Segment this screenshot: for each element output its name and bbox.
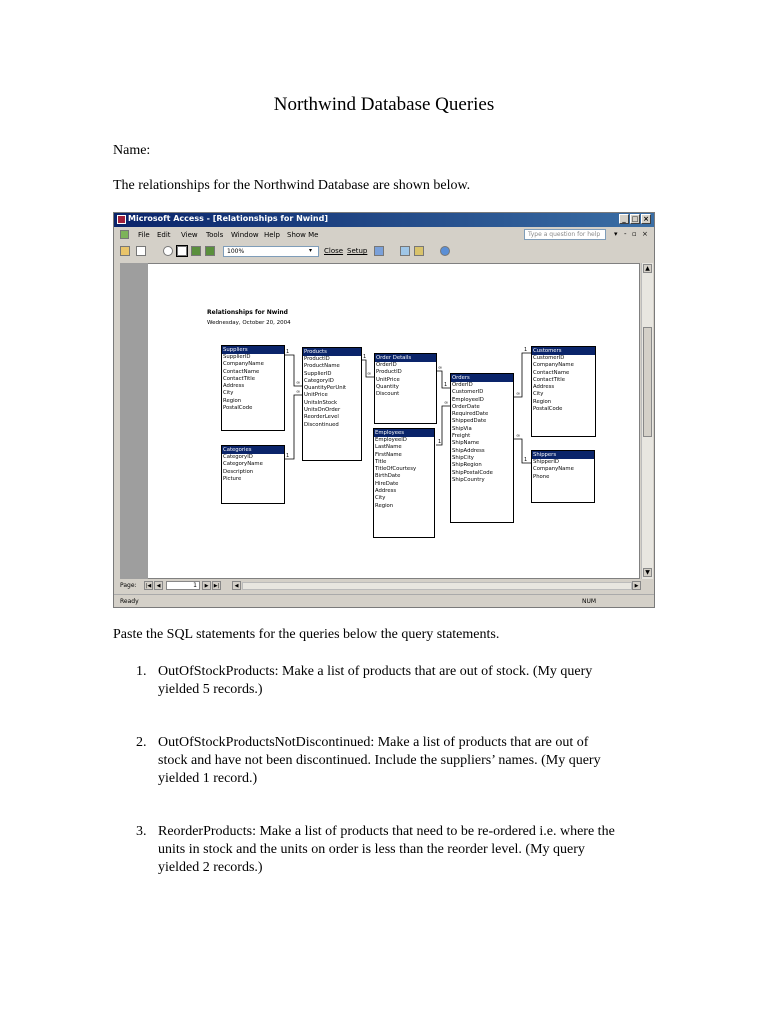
table-field: ShippedDate — [452, 418, 487, 425]
status-bar — [114, 594, 654, 608]
minimize-button[interactable]: _ — [619, 214, 629, 224]
table-field: CustomerID — [533, 355, 565, 361]
table-field: Region — [223, 397, 242, 404]
table-categories — [221, 445, 285, 504]
table-field: ShipCity — [452, 454, 474, 461]
table-field: UnitPrice — [304, 392, 328, 399]
table-field: OrderID — [452, 382, 473, 388]
zoom-dropdown-icon[interactable]: ▾ — [309, 247, 313, 254]
rel-one-marker: 1 — [363, 354, 367, 360]
rel-many-marker: ∞ — [516, 433, 521, 439]
table-header: Orders — [451, 374, 513, 382]
menu-help[interactable]: Help — [264, 231, 280, 239]
table-order-details — [374, 353, 437, 424]
help-question-input[interactable]: Type a question for help — [524, 229, 606, 240]
table-header: Employees — [374, 429, 434, 437]
table-field: Phone — [533, 473, 550, 480]
table-field: OrderID — [376, 362, 397, 368]
table-field: Discontinued — [304, 421, 339, 428]
table-field: Region — [533, 398, 552, 405]
table-field: CategoryName — [223, 461, 263, 468]
table-field: ShipRegion — [452, 462, 482, 469]
table-field: UnitPrice — [376, 376, 400, 383]
table-field: ShipCountry — [452, 476, 485, 483]
table-header: Categories — [222, 446, 284, 454]
menu-window[interactable]: Window — [231, 231, 259, 239]
rel-many-marker: ∞ — [438, 365, 443, 371]
rel-many-marker: ∞ — [444, 400, 449, 406]
table-field: Picture — [223, 475, 242, 482]
rel-one-marker: 1 — [286, 453, 290, 459]
zoom-select[interactable]: 100% — [223, 246, 319, 257]
table-field: ShipName — [452, 440, 480, 447]
name-label: Name: — [113, 143, 151, 158]
report-title: Relationships for Nwind — [207, 309, 288, 316]
menu-tools[interactable]: Tools — [206, 231, 224, 239]
table-field: QuantityPerUnit — [304, 385, 347, 392]
table-field: OrderDate — [452, 403, 480, 410]
table-field: ProductName — [304, 363, 340, 370]
table-products — [302, 347, 362, 461]
record-navigation-bar — [114, 580, 654, 592]
last-page-button[interactable]: ▶| — [213, 583, 220, 589]
scroll-up-icon[interactable]: ▲ — [643, 264, 652, 273]
table-header: Order Details — [375, 354, 436, 362]
query-1-line-2: yielded 5 records.) — [158, 682, 263, 697]
hscroll-right-icon[interactable]: ▶ — [632, 581, 641, 590]
table-field: EmployeeID — [375, 437, 407, 443]
table-field: ProductID — [304, 356, 330, 362]
rel-one-marker: 1 — [444, 382, 448, 388]
table-field: CategoryID — [223, 454, 253, 460]
table-employees — [373, 428, 435, 538]
table-field: ShipVia — [452, 425, 472, 432]
table-field: City — [223, 390, 234, 397]
table-field: Discount — [376, 391, 400, 398]
query-3-line-1: ReorderProducts: Make a list of products that need to be re-ordered i.e. where the — [158, 824, 615, 839]
next-page-button[interactable]: ▶ — [202, 581, 211, 590]
rel-many-marker: ∞ — [516, 391, 521, 397]
table-field: PostalCode — [223, 405, 253, 412]
rel-many-marker: ∞ — [296, 380, 301, 386]
table-field: City — [533, 391, 544, 398]
doc-restore-icon[interactable]: ▫ — [632, 230, 637, 238]
query-2-number: 2. — [136, 735, 147, 750]
table-header: Products — [303, 348, 361, 356]
table-field: Address — [223, 383, 245, 390]
document-title: Northwind Database Queries — [273, 94, 495, 115]
table-field: CompanyName — [533, 466, 574, 473]
rel-many-marker: ∞ — [296, 389, 301, 395]
report-date: Wednesday, October 20, 2004 — [207, 320, 291, 326]
rel-many-marker: ∞ — [367, 371, 372, 377]
intro-text: The relationships for the Northwind Database are shown below. — [113, 178, 471, 193]
table-field: CustomerID — [452, 389, 484, 396]
query-2-line-2: stock and have not been discontinued. Include the suppliers’ names. (My query — [158, 753, 601, 768]
table-field: Address — [375, 488, 397, 495]
table-field: Title — [375, 458, 387, 465]
first-page-button[interactable]: |◀ — [145, 583, 152, 589]
table-orders — [450, 373, 514, 523]
table-field: EmployeeID — [452, 396, 484, 403]
table-field: Freight — [452, 433, 471, 440]
horizontal-scrollbar[interactable] — [242, 582, 632, 590]
table-field: ContactTitle — [533, 376, 565, 383]
table-field: RequiredDate — [452, 411, 489, 418]
query-3-line-3: yielded 2 records.) — [158, 860, 263, 875]
table-field: ContactName — [533, 369, 570, 376]
table-field: FirstName — [375, 451, 402, 458]
query-3-number: 3. — [136, 824, 147, 839]
page-label: Page: — [120, 582, 137, 589]
rel-one-marker: 1 — [524, 347, 528, 353]
doc-minimize-icon[interactable]: - — [624, 230, 627, 238]
query-2-line-1: OutOfStockProductsNotDiscontinued: Make a list of products that are out of — [158, 735, 589, 750]
maximize-button[interactable]: □ — [631, 215, 639, 223]
table-field: ShipPostalCode — [452, 469, 493, 476]
rel-one-marker: 1 — [524, 457, 528, 463]
table-field: CompanyName — [533, 362, 574, 369]
table-field: Description — [223, 468, 254, 475]
paste-instruction: Paste the SQL statements for the queries below the query statements. — [113, 627, 500, 642]
rel-one-marker: 1 — [438, 439, 442, 445]
table-field: ContactTitle — [223, 375, 255, 382]
page-number-input[interactable]: 1 — [166, 581, 200, 590]
table-field: BirthDate — [375, 473, 401, 480]
table-field: LastName — [375, 444, 402, 451]
close-window-button[interactable]: × — [641, 214, 651, 224]
table-field: City — [375, 495, 386, 502]
table-field: CategoryID — [304, 377, 334, 384]
scroll-down-icon[interactable]: ▼ — [643, 568, 652, 577]
rel-one-marker: 1 — [286, 349, 290, 355]
menu-show-me[interactable]: Show Me — [287, 231, 319, 239]
help-dropdown-icon[interactable]: ▾ — [614, 230, 618, 238]
menu-file[interactable]: File — [138, 231, 150, 239]
table-field: Region — [375, 502, 394, 509]
table-field: ProductID — [376, 369, 402, 376]
table-field: UnitsOnOrder — [304, 407, 341, 414]
setup-button[interactable]: Setup — [347, 247, 368, 255]
doc-close-icon[interactable]: × — [642, 230, 648, 238]
table-field: TitleOfCourtesy — [375, 466, 417, 473]
window-title: Microsoft Access - [Relationships for Nwind] — [128, 214, 328, 223]
table-customers — [531, 346, 596, 437]
table-field: HireDate — [375, 480, 399, 487]
table-header: Customers — [532, 347, 595, 355]
menu-edit[interactable]: Edit — [157, 231, 171, 239]
table-field: SupplierID — [223, 354, 251, 360]
table-field: Address — [533, 384, 555, 391]
table-suppliers — [221, 345, 285, 431]
query-1-line-1: OutOfStockProducts: Make a list of products that are out of stock. (My query — [158, 664, 593, 679]
close-preview-button[interactable]: Close — [324, 247, 344, 255]
prev-page-button[interactable]: ◀ — [154, 581, 163, 590]
table-field: PostalCode — [533, 406, 563, 413]
table-header: Shippers — [532, 451, 594, 459]
table-field: SupplierID — [304, 370, 332, 377]
access-window-screenshot — [113, 212, 655, 608]
query-2-line-3: yielded 1 record.) — [158, 771, 258, 786]
table-header: Suppliers — [222, 346, 284, 354]
menu-view[interactable]: View — [181, 231, 198, 239]
table-shippers — [531, 450, 595, 503]
table-field: UnitsInStock — [304, 399, 338, 406]
query-3-line-2: units in stock and the units on order is less than the reorder level. (My query — [158, 842, 585, 857]
table-field: ShipperID — [533, 459, 559, 465]
table-field: ContactName — [223, 368, 260, 375]
status-num: NUM — [582, 598, 597, 605]
query-1-number: 1. — [136, 664, 147, 679]
table-field: CompanyName — [223, 361, 264, 368]
table-field: ReorderLevel — [304, 414, 339, 421]
table-field: Quantity — [376, 383, 399, 390]
hscroll-left-icon[interactable]: ◀ — [232, 581, 241, 590]
status-ready: Ready — [120, 598, 139, 605]
table-field: ShipAddress — [452, 447, 485, 454]
